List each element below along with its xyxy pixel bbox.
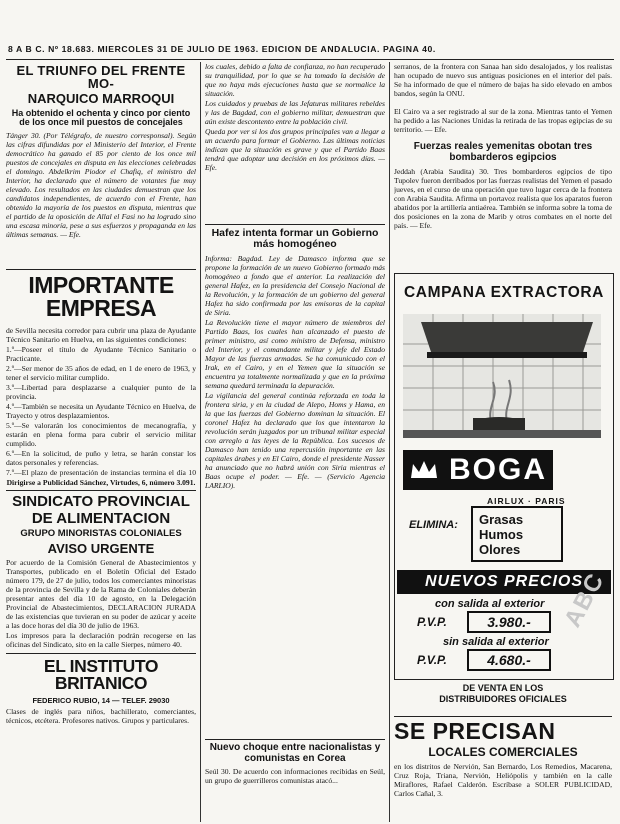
kitchen-hood-illustration <box>403 314 601 438</box>
ad-sindicato-body <box>6 558 196 650</box>
column-divider <box>389 62 390 822</box>
ad-paragraph: 6.º—En la solicitud, de puño y letra, se harán constar los datos personales y referencias. <box>6 448 196 467</box>
ad-paragraph: 4.º—También se necesita un Ayudante Técnico en Huelva, de Trayecto y otros desplazamientos. <box>6 401 196 420</box>
headline-hafez: Hafez intenta formar un Gobierno más homogéneo <box>211 227 379 251</box>
article-yemen: Jeddah (Arabia Saudita) 30. Tres bombarderos egipcios de tipo Tupolev fueron derribados por las fuerzas realistas del Yemen el pasado jueves, en el curso de una operación que tuvo lugar cerca de la frontera con Arabia Saudita. Afirma un portavoz realista que los aparatos fueron abatidos por la artillería antiaérea. También se informa sobre la toma de dos posiciones en la zona de Marib y otros combates en el norte del país. — Efe. <box>394 167 612 230</box>
ad-se-precisan <box>394 720 612 820</box>
article-yemen-continuation-2: El Cairo va a ser registrado al sur de la zona. Mientras tanto el Yemen ha pedido a las Naciones Unidas la retirada de las tropas egipcias de su territorio. — Efe. <box>394 107 612 134</box>
distribuidores-line-1: DE VENTA EN LOS <box>462 684 544 693</box>
ad-se-precisan-subtitle: LOCALES COMERCIALES <box>428 745 578 759</box>
elimina-label: ELIMINA: <box>409 519 458 531</box>
ad-importante-empresa-footer: Dirigirse a Publicidad Sánchez, Virtudes, 6, número 3.091. <box>6 477 196 487</box>
ad-paragraph: Los impresos para la declaración podrán recogerse en las oficinas del Sindicato, sito en la calle Sierpes, número 40. <box>6 630 196 649</box>
ad-importante-empresa-body <box>6 326 196 478</box>
eliminates-item: Olores <box>479 542 521 557</box>
ad-importante-empresa-title: IMPORTANTE EMPRESA <box>28 271 174 321</box>
ad-se-precisan-body: en los distritos de Nervión, San Bernardo, Los Remedios, Macarena, Cruz Roja, Triana, Nervión, Heliópolis y también en la calle Miraflores, Rafael Calderón. Escríbase a SOLER PUBLICIDAD, Carlos Cañal, 3. <box>394 761 612 798</box>
abc-watermark: ABC <box>559 567 611 632</box>
subheadline-triunfo: Ha obtenido el ochenta y cinco por ciento de los once mil puestos de concejales <box>11 108 191 128</box>
ad-campana-title: CAMPANA EXTRACTORA <box>404 284 604 301</box>
article-hafez <box>205 254 385 736</box>
article-paragraph: Los cuidados y pruebas de las Jefaturas militares rebeldes y las de Bagdad, con el gobierno militar, demuestran que aún existe descontento entre la población civil. <box>205 99 385 126</box>
eliminates-box <box>471 506 563 562</box>
article-triunfo: Tánger 30. (Por Télégrafo, de nuestro corresponsal). Según las cifras difundidas por el Ministerio del Interior, el Frente democrático ha ganado el 85 por ciento de los once mil puestos de concejales en disputa en las elecciones celebradas el domingo. Abdelkrim Piodor el Chafiq, el ministro del Interior, ha declarado que el número de votantes fue muy elevado. Los resultados en las ciudades demuestran que los candidatos independientes, de acuerdo con el Frente, han obtenido la mayoría de los puestos en disputa, mientras que el partido de la oposición de Allal el Fasi no ha logrado sino una escasa minoría, pese a sus esfuerzos y propaganda en las últimas semanas. — Efe. <box>6 130 196 239</box>
ad-paragraph: Por acuerdo de la Comisión General de Abastecimientos y Transportes, publicado en el Boletín Oficial del Estado número 179, de 27 de julio, todos los comerciantes minoristas de la provincia de Sevilla y de la Rama de Coloniales deberán presentar antes del día 10 de agosto, en la Delegación Provincial de Abastecimientos, DECLARACION JURADA de las existencias que tuvieran en su poder de azúcar y aceite a las doce horas del día 30 de julio de 1963. <box>6 557 196 630</box>
price2-value: 4.680.- <box>467 649 551 671</box>
eliminates-item: Grasas <box>479 512 524 527</box>
section-rule <box>6 490 196 491</box>
brand-subtitle: AIRLUX · PARIS <box>487 496 566 506</box>
headline-triunfo-2: NARQUICO MARROQUI <box>27 91 175 106</box>
ad-paragraph: 3.º—Libertad para desplazarse a cualquier punto de la provincia. <box>6 382 196 401</box>
article-corea: Seúl 30. De acuerdo con informaciones recibidas en Seúl, un grupo de guerrilleros comunistas atacó... <box>205 767 385 786</box>
header-rule <box>6 59 614 60</box>
crown-icon <box>409 458 439 482</box>
article-yemen-continuation: serranos, de la frontera con Sanaa han sido desalojados, y los realistas han ocupado de nuevo sus antiguas posiciones en el interior del país. Se ha informado de que el número de bajas ha sido elevado en ambos bandos, según la ONU. <box>394 62 612 98</box>
article-paragraph: Informa: Bagdad. Ley de Damasco informa que se propone la formación de un nuevo Gobierno formado más homogéneo a fondo que el anterior. La realización del general Hafez, en la presidencia del Consejo Nacional de la Revolución, y la formación de un gobierno del general Hafez ha sido confirmada por las emisoras de la capital de Siria. <box>205 254 385 318</box>
ad-sindicato-aviso: AVISO URGENTE <box>47 540 155 556</box>
column-divider <box>200 62 201 822</box>
section-rule <box>205 739 385 740</box>
page-header: 8 A B C. Nº 18.683. MIERCOLES 31 DE JULIO DE 1963. EDICION DE ANDALUCIA. PAGINA 40. <box>8 44 436 54</box>
ad-paragraph: 5.º—Se valorarán los conocimientos de mecanografía, y estarán en plena forma para cubrir el servicio militar cumplido. <box>6 420 196 448</box>
price2-pvp: P.V.P. <box>417 653 447 667</box>
article-continuation <box>205 62 385 222</box>
ad-instituto-body: Clases de inglés para niños, bachillerato, comerciantes, técnicos, etcétera. Profesores nativos. Grupos y particulares. <box>6 706 196 725</box>
column-1 <box>6 62 196 822</box>
article-paragraph: Queda por ver si los dos grupos principales van a llegar a un acuerdo para formar el Gobierno. Las últimas noticias indican que la situación es grave y que el Partido Baas tendrá que adoptar una decisión en los próximos días. — Efe. <box>205 127 385 172</box>
headline-yemen: Fuerzas reales yemenitas obotan tres bombarderos egipcios <box>413 141 593 163</box>
ad-paragraph: 2.º—Ser menor de 35 años de edad, en 1 de enero de 1963, y tener el servicio militar cumplido. <box>6 363 196 382</box>
distribuidores-line-2: DISTRIBUIDORES OFICIALES <box>439 694 567 705</box>
headline-triunfo-1: EL TRIUNFO DEL FRENTE MO- <box>16 63 186 91</box>
article-paragraph: La Revolución tiene el mayor número de miembros del Partido Baas, los cuales han alcanzado el puesto de primer ministro, así como ministro de Defensa, ministro del Interior, y el comandante militar y jefe del Estado Mayor de las fuerzas armadas. Se ha comunicado con el Irak, en el Cairo, y en el Yemen que la situación se encuentra ya totalmente normalizada y que en la próxima semana quedará terminada la depuración. <box>205 318 385 391</box>
ad-instituto-subtitle: FEDERICO RUBIO, 14 — TELEF. 29030 <box>32 695 170 705</box>
ad-distribuidores <box>394 684 612 714</box>
ad-se-precisan-title: SE PRECISAN <box>394 720 556 744</box>
section-rule <box>6 653 196 654</box>
article-paragraph: los cuales, debido a falta de confianza, no han recuperado su tranquilidad, por lo que se ha tomado la decisión de que no haya más ejecuciones hasta que se normalice la situación. <box>205 62 385 98</box>
ad-sindicato-title-1: SINDICATO PROVINCIAL <box>12 492 190 510</box>
ad-sindicato-title-2: DE ALIMENTACION <box>31 509 171 527</box>
column-3-top <box>394 62 612 270</box>
price1-value: 3.980.- <box>467 611 551 633</box>
eliminates-item: Humos <box>479 527 524 542</box>
ad-paragraph: de Sevilla necesita corredor para cubrir una plaza de Ayudante Técnico Sanitario en Huelva, en las siguientes condiciones: <box>6 325 196 344</box>
nuevos-precios-banner: NUEVOS PRECIOS <box>397 570 611 594</box>
column-2 <box>205 62 385 822</box>
ad-sindicato-subtitle: GRUPO MINORISTAS COLONIALES <box>20 527 182 539</box>
ad-instituto-title: EL INSTITUTO BRITANICO <box>43 655 159 694</box>
section-rule <box>6 269 196 270</box>
section-rule <box>205 224 385 225</box>
section-rule <box>394 716 612 717</box>
article-paragraph: La vigilancia del general continúa reforzada en toda la frontera siria, y en la ciudad de Alepo, Homs y Hama, en la que las fuerzas del Gobierno dominan la situación. El coronel Hafez ha declarado que los que intentaron la revolución serán juzgados por un tribunal militar especial con arreglo a las leyes de la República. Los sucesos de Damasco han tenido una repercusión importante en las capitales árabes y en El Cairo, donde el presidente Nasser ha anunciado que no habrá unión con Siria mientras el Baas ocupe el poder. — Efe. — (Servicio Agencia LARLIO). <box>205 391 385 491</box>
headline-corea: Nuevo choque entre nacionalistas y comunistas en Corea <box>209 742 381 764</box>
price1-label: con salida al exterior <box>435 598 545 610</box>
ad-paragraph: 7.º—El plazo de presentación de instancias termina el día 10 <box>6 467 196 477</box>
price2-label: sin salida al exterior <box>443 636 549 648</box>
brand-logo-boga: BOGA <box>403 450 553 490</box>
price1-pvp: P.V.P. <box>417 615 447 629</box>
ad-paragraph: 1.º—Poseer el título de Ayudante Técnico Sanitario o Practicante. <box>6 344 196 363</box>
